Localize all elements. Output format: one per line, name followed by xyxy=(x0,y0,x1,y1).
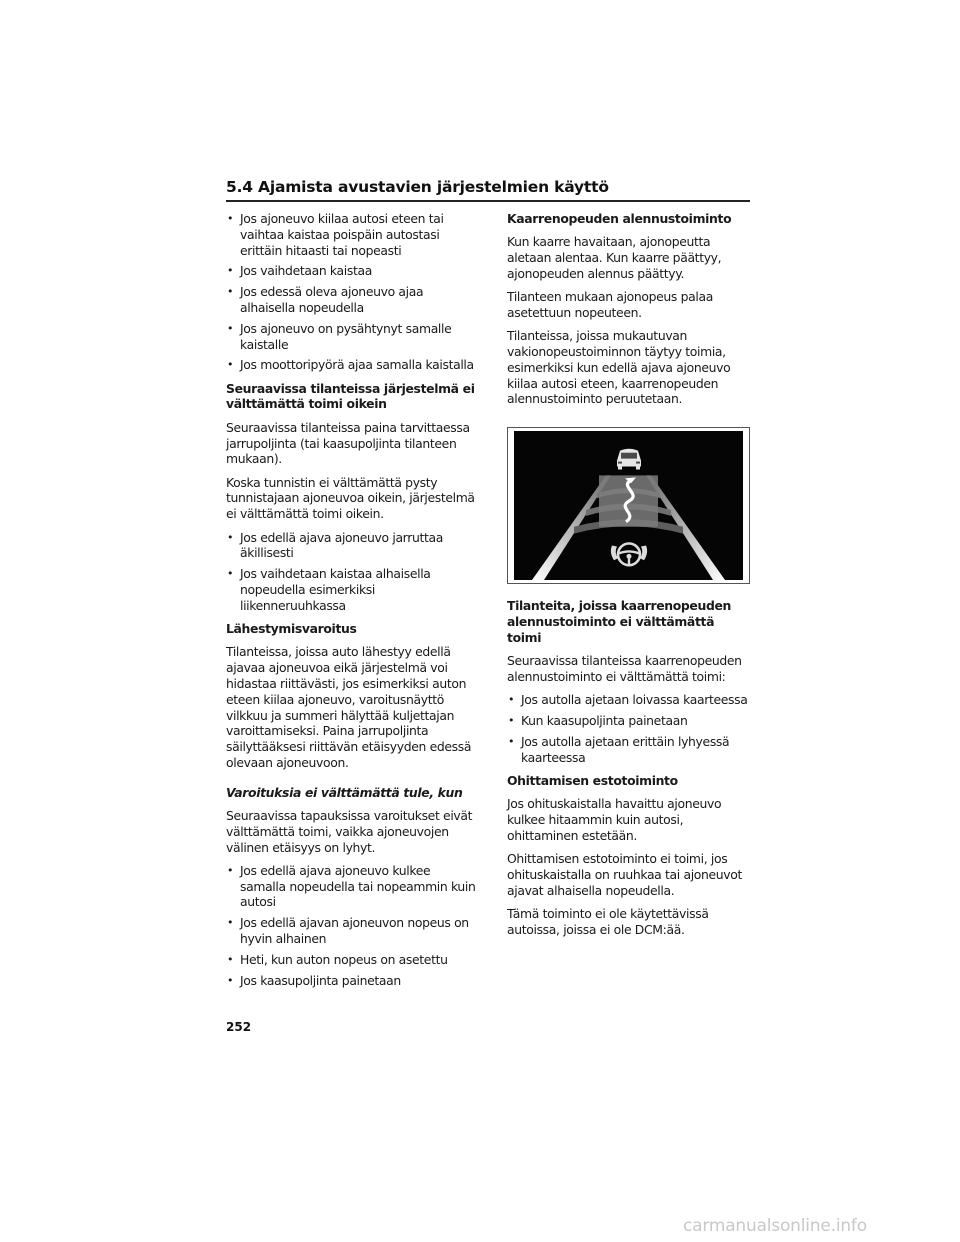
list-item: • Jos edellä ajavan ajoneuvon nopeus on hyvin alhainen xyxy=(226,915,476,947)
heading-overtake-prevention: Ohittamisen estotoiminto xyxy=(507,772,678,788)
list-item: • Jos edellä ajava ajoneuvo kulkee samalla nopeudella tai nopeammin kuin autosi xyxy=(226,863,476,910)
list-item: • Jos vaihdetaan kaistaa alhaisella nopeudella esimerkiksi liikenneruuhkassa xyxy=(226,566,476,613)
page-number: 252 xyxy=(226,1020,252,1034)
list-item: • Jos ajoneuvo kiilaa autosi eteen tai vaihtaa kaistaa poispäin autostasi erittäin hitaasti tai nopeasti xyxy=(226,211,476,258)
paragraph: Jos ohituskaistalla havaittu ajoneuvo kulkee hitaammin kuin autosi, ohittaminen estetään. xyxy=(507,796,722,843)
heading-may-not-work: Seuraavissa tilanteissa järjestelmä ei välttämättä toimi oikein xyxy=(226,380,475,412)
paragraph: Ohittamisen estotoiminto ei toimi, jos ohituskaistalla on ruuhkaa tai ajoneuvot ajavat alhaisella nopeudella. xyxy=(507,851,743,898)
left-column xyxy=(226,211,476,996)
paragraph: Kun kaarre havaitaan, ajonopeutta aletaan alentaa. Kun kaarre päättyy, ajonopeuden alennus päättyy. xyxy=(507,234,722,281)
heading-approach-warning: Lähestymisvaroitus xyxy=(226,621,357,637)
bullet-list-curve xyxy=(507,692,752,765)
road-display-illustration xyxy=(514,431,743,580)
bullet-list-cut-in xyxy=(226,211,476,373)
list-item: • Jos vaihdetaan kaistaa xyxy=(226,263,476,279)
section-title: 5.4 Ajamista avustavien järjestelmien käyttö xyxy=(226,178,609,196)
list-item: • Jos ajoneuvo on pysähtynyt samalle kaistalle xyxy=(226,321,476,353)
right-column xyxy=(507,211,752,945)
list-item: • Jos edellä ajava ajoneuvo jarruttaa äkillisesti xyxy=(226,530,476,562)
steering-wheel-hands-icon xyxy=(611,544,647,566)
bullet-list-braking xyxy=(226,530,476,614)
paragraph: Seuraavissa tilanteissa kaarrenopeuden alennustoiminto ei välttämättä toimi: xyxy=(507,653,742,684)
list-item: • Jos autolla ajetaan loivassa kaarteessa xyxy=(507,692,752,708)
heading-curve-speed: Kaarrenopeuden alennustoiminto xyxy=(507,211,732,226)
heading-no-warnings: Varoituksia ei välttämättä tule, kun xyxy=(226,784,463,800)
car-front-icon xyxy=(617,449,641,470)
list-item: • Jos edessä oleva ajoneuvo ajaa alhaisella nopeudella xyxy=(226,284,476,316)
watermark: carmanualsonline.info xyxy=(683,1216,867,1236)
list-item: • Jos autolla ajetaan erittäin lyhyessä kaarteessa xyxy=(507,734,752,766)
list-item: • Jos kaasupoljinta painetaan xyxy=(226,973,476,989)
section-header xyxy=(226,178,750,202)
paragraph: Tilanteen mukaan ajonopeus palaa asetettuun nopeuteen. xyxy=(507,289,713,320)
paragraph: Seuraavissa tilanteissa paina tarvittaessa jarrupoljinta (tai kaasupoljinta tilanteen mukaan). xyxy=(226,419,470,467)
paragraph: Tilanteissa, joissa auto lähestyy edellä ajavaa ajoneuvoa eikä järjestelmä voi hidastaa riittävästi, jos esimerkiksi auton eteen kiilaa ajoneuvo, varoitusnäyttö vilkkuu ja summeri hälyttää kuljettajan varoittamiseksi. Paina jarrupoljinta säilyttääksesi riittävän etäisyyden edessä olevaan ajoneuvoon. xyxy=(226,644,472,770)
bullet-list-no-warnings xyxy=(226,863,476,989)
display-screen xyxy=(514,431,743,580)
list-item: • Jos moottoripyörä ajaa samalla kaistalla xyxy=(226,357,476,373)
paragraph: Tämä toiminto ei ole käytettävissä autoissa, joissa ei ole DCM:ää. xyxy=(507,906,709,937)
curve-speed-display-figure xyxy=(507,427,750,584)
header-divider xyxy=(226,200,750,202)
paragraph: Tilanteissa, joissa mukautuvan vakionopeustoiminnon täytyy toimia, esimerkiksi kun edellä ajava ajoneuvo kiilaa autosi eteen, kaarrenopeuden alennustoiminto peruutetaan. xyxy=(507,328,731,407)
paragraph: Seuraavissa tapauksissa varoitukset eivät välttämättä toimi, vaikka ajoneuvojen välinen etäisyys on lyhyt. xyxy=(226,808,473,855)
list-item: • Kun kaasupoljinta painetaan xyxy=(507,713,752,729)
heading-curve-may-not-work: Tilanteita, joissa kaarrenopeuden alennustoiminto ei välttämättä toimi xyxy=(507,598,731,645)
list-item: • Heti, kun auton nopeus on asetettu xyxy=(226,952,476,968)
paragraph: Koska tunnistin ei välttämättä pysty tunnistajaan ajoneuvoa oikein, järjestelmä ei välttämättä toimi oikein. xyxy=(226,474,475,522)
